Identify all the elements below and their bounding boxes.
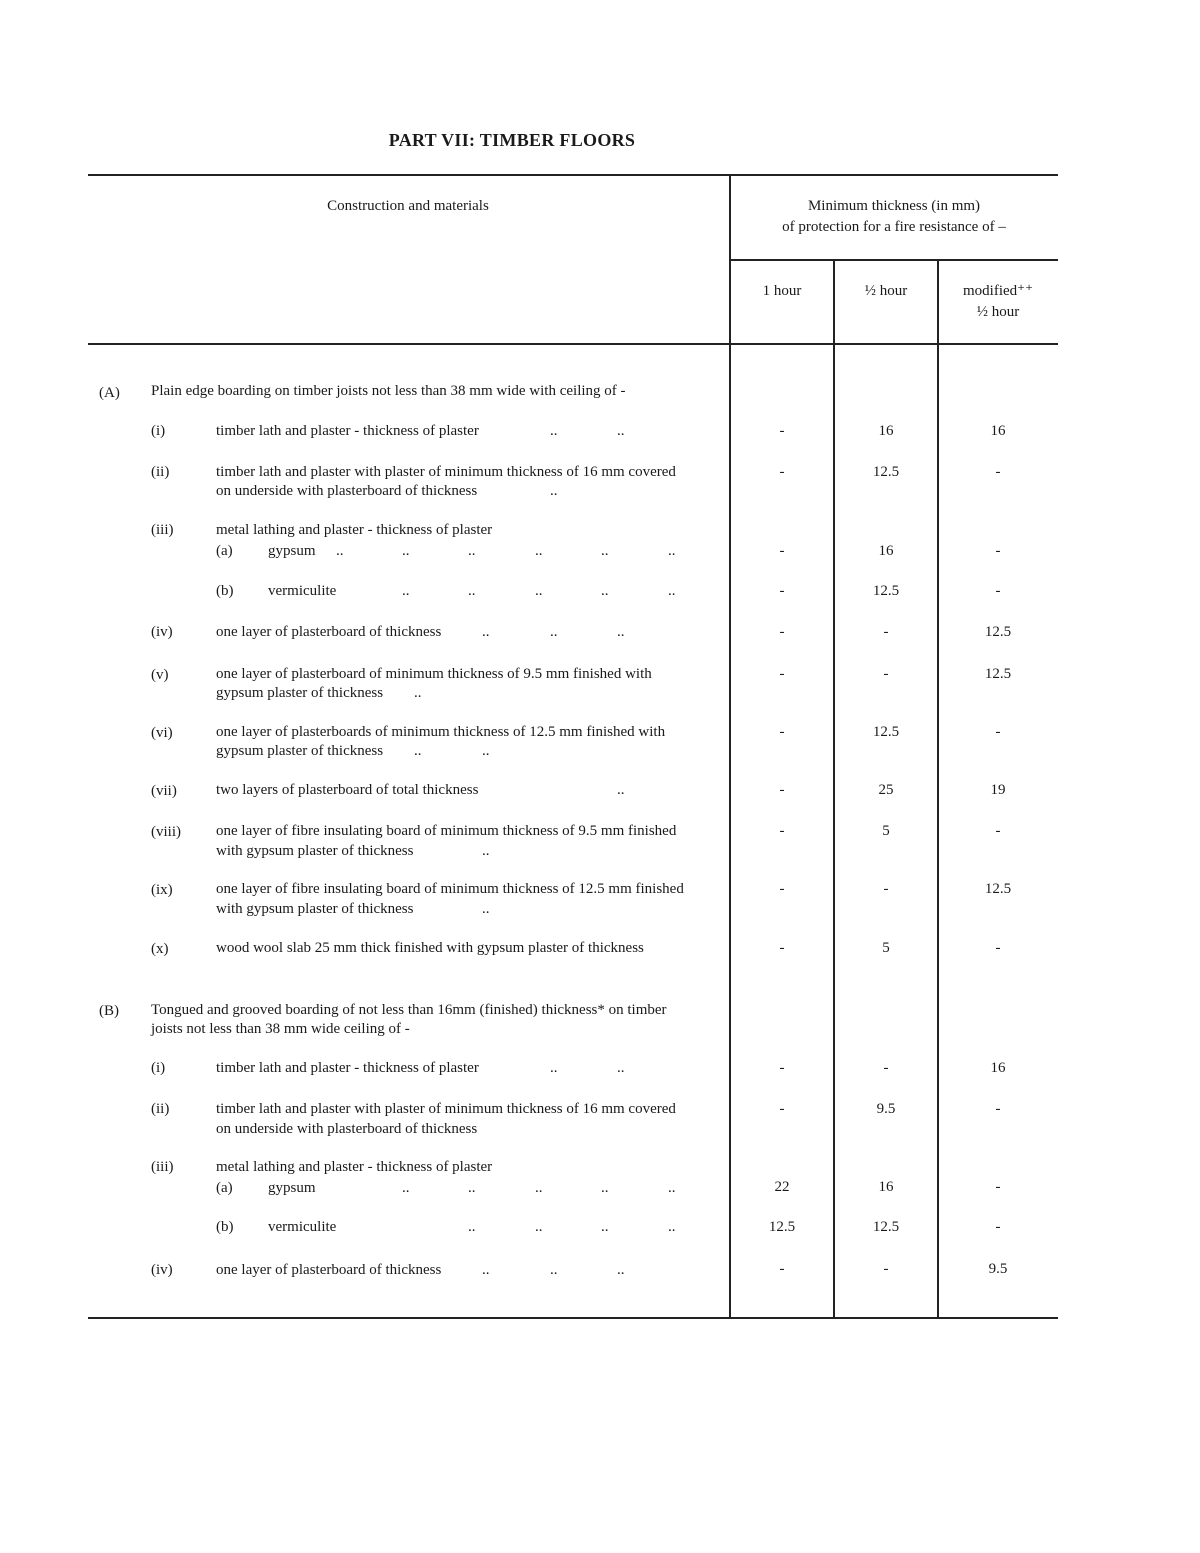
leader-dots: .. xyxy=(336,543,344,559)
a-row-10-num: (x) xyxy=(151,941,169,957)
leader-dots: .. xyxy=(617,624,625,640)
a-row-4-v2: - xyxy=(883,624,889,640)
a-row-3-num: (iii) xyxy=(151,522,174,538)
leader-dots: .. xyxy=(617,1262,625,1278)
leader-dots: .. xyxy=(402,543,410,559)
b-row-1-v1: - xyxy=(779,1060,785,1076)
a-row-5-text-2: gypsum plaster of thickness xyxy=(216,685,384,701)
leader-dots: .. xyxy=(601,583,609,599)
table-top-rule xyxy=(88,174,1058,176)
header-thickness xyxy=(731,196,1057,238)
leader-dots: .. xyxy=(482,624,490,640)
a-row-10-v1: - xyxy=(779,940,785,956)
b-row-3b-text: vermiculite xyxy=(268,1219,337,1235)
header-col-modified-line1: modified⁺⁺ xyxy=(963,283,1033,299)
section-a-text: Plain edge boarding on timber joists not less than 38 mm wide with ceiling of - xyxy=(151,383,626,399)
header-col-1-hour: 1 hour xyxy=(762,283,802,299)
a-row-1-text: timber lath and plaster - thickness of plaster xyxy=(216,423,479,439)
a-row-1-num: (i) xyxy=(151,423,166,439)
section-b-text-1: Tongued and grooved boarding of not less than 16mm (finished) thickness* on timber xyxy=(151,1002,667,1018)
leader-dots: .. xyxy=(550,483,558,499)
b-row-4-v2: - xyxy=(883,1261,889,1277)
leader-dots: .. xyxy=(482,743,490,759)
a-row-4-v3: 12.5 xyxy=(984,624,1012,640)
header-col-modified-line2: ½ hour xyxy=(976,304,1020,320)
a-row-7-num: (vii) xyxy=(151,783,177,799)
section-b-label: (B) xyxy=(99,1003,119,1019)
leader-dots: .. xyxy=(601,543,609,559)
a-row-3b-v1: - xyxy=(779,583,785,599)
a-row-7-v2: 25 xyxy=(878,782,894,798)
leader-dots: .. xyxy=(482,1262,490,1278)
leader-dots: .. xyxy=(402,583,410,599)
leader-dots: .. xyxy=(668,1180,676,1196)
a-row-4-text: one layer of plasterboard of thickness xyxy=(216,624,442,640)
a-row-2-v2: 12.5 xyxy=(872,464,900,480)
a-row-6-num: (vi) xyxy=(151,725,173,741)
page-title: PART VII: TIMBER FLOORS xyxy=(388,130,636,150)
a-row-6-v3: - xyxy=(995,724,1001,740)
leader-dots: .. xyxy=(601,1219,609,1235)
b-row-4-v3: 9.5 xyxy=(988,1261,1008,1277)
a-row-3b-label: (b) xyxy=(216,583,234,599)
b-row-3a-v1: 22 xyxy=(774,1179,790,1195)
b-row-3-text: metal lathing and plaster - thickness of plaster xyxy=(216,1159,493,1175)
b-row-4-num: (iv) xyxy=(151,1262,173,1278)
leader-dots: .. xyxy=(668,583,676,599)
a-row-3a-v2: 16 xyxy=(878,543,894,559)
b-row-3b-v3: - xyxy=(995,1219,1001,1235)
b-row-2-text-2: on underside with plasterboard of thickness xyxy=(216,1121,478,1137)
header-thickness-line2: of protection for a fire resistance of – xyxy=(782,219,1006,235)
a-row-8-v2: 5 xyxy=(882,823,890,839)
b-row-1-v2: - xyxy=(883,1060,889,1076)
b-row-1-v3: 16 xyxy=(990,1060,1006,1076)
b-row-1-text: timber lath and plaster - thickness of plaster xyxy=(216,1060,479,1076)
a-row-7-v1: - xyxy=(779,782,785,798)
b-row-3b-label: (b) xyxy=(216,1219,234,1235)
b-row-2-v2: 9.5 xyxy=(876,1101,896,1117)
b-row-3b-v1: 12.5 xyxy=(768,1219,796,1235)
a-row-9-text-1: one layer of fibre insulating board of minimum thickness of 12.5 mm finished xyxy=(216,881,684,897)
leader-dots: .. xyxy=(601,1180,609,1196)
leader-dots: .. xyxy=(468,1180,476,1196)
b-row-3a-v2: 16 xyxy=(878,1179,894,1195)
a-row-1-v3: 16 xyxy=(990,423,1006,439)
a-row-6-v1: - xyxy=(779,724,785,740)
b-row-2-v1: - xyxy=(779,1101,785,1117)
leader-dots: .. xyxy=(535,583,543,599)
a-row-3a-v3: - xyxy=(995,543,1001,559)
b-row-2-num: (ii) xyxy=(151,1101,170,1117)
b-row-2-v3: - xyxy=(995,1101,1001,1117)
a-row-3-text: metal lathing and plaster - thickness of plaster xyxy=(216,522,493,538)
leader-dots: .. xyxy=(550,423,558,439)
a-row-9-v1: - xyxy=(779,881,785,897)
a-row-9-text-2: with gypsum plaster of thickness xyxy=(216,901,414,917)
leader-dots: .. xyxy=(414,743,422,759)
header-construction: Construction and materials xyxy=(327,198,489,214)
a-row-2-v3: - xyxy=(995,464,1001,480)
a-row-9-num: (ix) xyxy=(151,882,173,898)
a-row-5-text-1: one layer of plasterboard of minimum thickness of 9.5 mm finished with xyxy=(216,666,652,682)
b-row-4-v1: - xyxy=(779,1261,785,1277)
a-row-5-v2: - xyxy=(883,666,889,682)
a-row-4-v1: - xyxy=(779,624,785,640)
section-b-text-2: joists not less than 38 mm wide ceiling of - xyxy=(151,1021,410,1037)
leader-dots: .. xyxy=(550,1262,558,1278)
a-row-3a-v1: - xyxy=(779,543,785,559)
b-row-3b-v2: 12.5 xyxy=(872,1219,900,1235)
a-row-6-text-1: one layer of plasterboards of minimum thickness of 12.5 mm finished with xyxy=(216,724,666,740)
a-row-9-v3: 12.5 xyxy=(984,881,1012,897)
a-row-3b-v3: - xyxy=(995,583,1001,599)
leader-dots: .. xyxy=(468,583,476,599)
a-row-8-text-1: one layer of fibre insulating board of minimum thickness of 9.5 mm finished xyxy=(216,823,677,839)
section-a-label: (A) xyxy=(99,385,120,401)
leader-dots: .. xyxy=(550,1060,558,1076)
leader-dots: .. xyxy=(414,685,422,701)
a-row-1-v1: - xyxy=(779,423,785,439)
leader-dots: .. xyxy=(668,1219,676,1235)
a-row-8-v3: - xyxy=(995,823,1001,839)
a-row-3b-v2: 12.5 xyxy=(872,583,900,599)
header-bottom-rule xyxy=(88,343,1058,345)
a-row-8-text-2: with gypsum plaster of thickness xyxy=(216,843,414,859)
column-divider-1 xyxy=(729,174,731,1318)
b-row-4-text: one layer of plasterboard of thickness xyxy=(216,1262,442,1278)
a-row-10-text: wood wool slab 25 mm thick finished with gypsum plaster of thickness xyxy=(216,940,644,956)
a-row-9-v2: - xyxy=(883,881,889,897)
a-row-3b-text: vermiculite xyxy=(268,583,337,599)
a-row-2-v1: - xyxy=(779,464,785,480)
a-row-7-v3: 19 xyxy=(990,782,1006,798)
leader-dots: .. xyxy=(550,624,558,640)
a-row-7-text: two layers of plasterboard of total thickness xyxy=(216,782,479,798)
leader-dots: .. xyxy=(482,843,490,859)
a-row-1-v2: 16 xyxy=(878,423,894,439)
a-row-5-v1: - xyxy=(779,666,785,682)
header-col-half-hour: ½ hour xyxy=(864,283,908,299)
table-bottom-rule xyxy=(88,1317,1058,1319)
header-thickness-line1: Minimum thickness (in mm) xyxy=(807,198,981,214)
a-row-8-v1: - xyxy=(779,823,785,839)
b-row-2-text-1: timber lath and plaster with plaster of minimum thickness of 16 mm covered xyxy=(216,1101,676,1117)
a-row-3a-text: gypsum xyxy=(268,543,316,559)
leader-dots: .. xyxy=(617,1060,625,1076)
a-row-5-v3: 12.5 xyxy=(984,666,1012,682)
a-row-3a-label: (a) xyxy=(216,543,233,559)
b-row-3-num: (iii) xyxy=(151,1159,174,1175)
a-row-10-v2: 5 xyxy=(882,940,890,956)
a-row-2-num: (ii) xyxy=(151,464,170,480)
leader-dots: .. xyxy=(617,782,625,798)
leader-dots: .. xyxy=(535,1180,543,1196)
a-row-5-num: (v) xyxy=(151,667,169,683)
leader-dots: .. xyxy=(482,901,490,917)
header-col-modified xyxy=(939,281,1057,323)
a-row-2-text-1: timber lath and plaster with plaster of minimum thickness of 16 mm covered xyxy=(216,464,676,480)
b-row-3a-v3: - xyxy=(995,1179,1001,1195)
a-row-6-text-2: gypsum plaster of thickness xyxy=(216,743,384,759)
b-row-1-num: (i) xyxy=(151,1060,166,1076)
b-row-3a-label: (a) xyxy=(216,1180,233,1196)
leader-dots: .. xyxy=(468,543,476,559)
header-sub-rule xyxy=(730,259,1058,261)
leader-dots: .. xyxy=(668,543,676,559)
leader-dots: .. xyxy=(468,1219,476,1235)
leader-dots: .. xyxy=(402,1180,410,1196)
leader-dots: .. xyxy=(535,1219,543,1235)
a-row-2-text-2: on underside with plasterboard of thickness xyxy=(216,483,478,499)
a-row-6-v2: 12.5 xyxy=(872,724,900,740)
a-row-8-num: (viii) xyxy=(151,824,181,840)
b-row-3a-text: gypsum xyxy=(268,1180,316,1196)
leader-dots: .. xyxy=(617,423,625,439)
leader-dots: .. xyxy=(535,543,543,559)
a-row-10-v3: - xyxy=(995,940,1001,956)
a-row-4-num: (iv) xyxy=(151,624,173,640)
